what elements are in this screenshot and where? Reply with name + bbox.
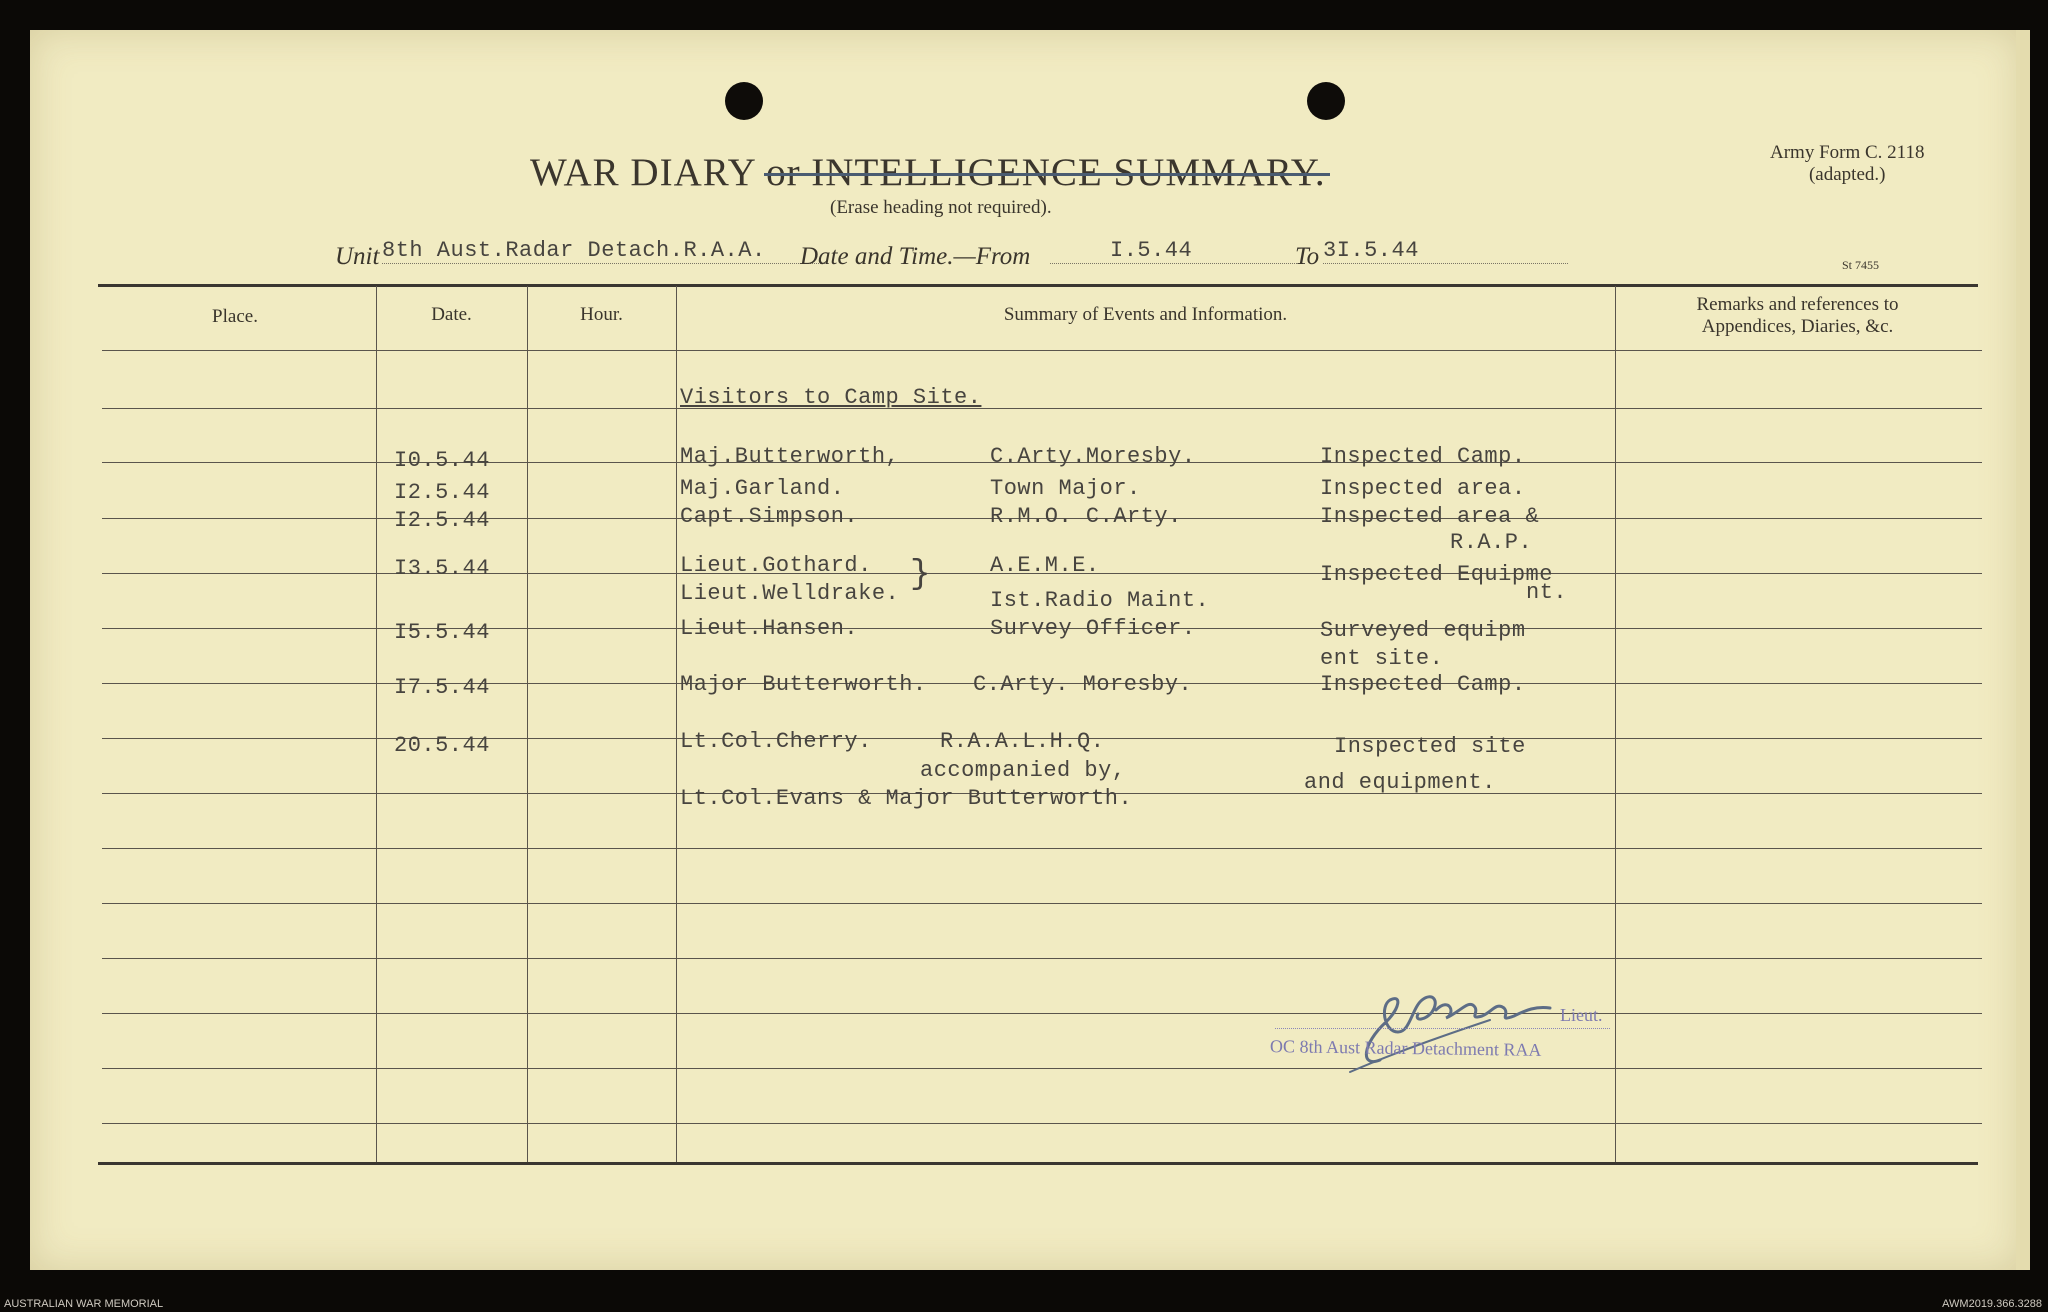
entry-purpose: Surveyed equipm [1320,618,1526,643]
entry-date: I5.5.44 [394,620,490,645]
entry-date: I2.5.44 [394,508,490,533]
section-heading: Visitors to Camp Site. [680,385,982,410]
entry-purpose: Inspected area & [1320,504,1540,529]
entry-note: accompanied by, [920,758,1126,783]
column-head-summary: Summary of Events and Information. [1003,304,1288,325]
entry-purpose: Inspected Equipme [1320,562,1553,587]
column-head-date: Date. [431,304,472,325]
rule-line [102,1013,1982,1014]
rule-line [102,408,1982,409]
column-head-remarks [1615,294,1980,338]
column-head-place: Place. [212,306,258,327]
entry-purpose: Inspected site [1334,734,1526,759]
unit-stamp: OC 8th Aust Radar Detachment RAA [1269,1036,1542,1060]
rule-line [102,848,1982,849]
rule-line [102,350,1982,351]
remarks-head-line1: Remarks and references to [1696,294,1899,315]
entry-unit: A.E.M.E. [990,553,1100,578]
entry-purpose-2: nt. [1526,580,1568,605]
unit-label: Unit [335,243,380,270]
table-top-rule [98,284,1978,287]
unit-value: 8th Aust.Radar Detach.R.A.A. [382,238,827,264]
entry-name-2: Lieut.Welldrake. [680,581,900,606]
bracket-mark: } [910,556,931,594]
entry-name: Major Butterworth. [680,672,927,697]
entry-purpose: Inspected Camp. [1320,672,1526,697]
remarks-head-line2: Appendices, Diaries, &c. [1701,316,1894,337]
rule-line [102,903,1982,904]
to-label: To [1295,243,1320,270]
to-value: 3I.5.44 [1323,238,1568,264]
entry-name: Lieut.Hansen. [680,616,859,641]
page-title [530,150,1326,195]
entry-date: I3.5.44 [394,556,490,581]
stamp-rank: Lieut. [1560,1005,1603,1025]
punch-hole-right [1307,82,1345,120]
column-divider-date [527,286,528,1162]
entry-unit: C.Arty. Moresby. [973,672,1193,697]
entry-name: Lieut.Gothard. [680,553,872,578]
rule-line [102,1068,1982,1069]
entry-name: Capt.Simpson. [680,504,859,529]
entry-unit-2: Ist.Radio Maint. [990,588,1210,613]
title-struck: or INTELLIGENCE SUMMARY. [766,151,1326,194]
entry-date: 20.5.44 [394,733,490,758]
form-adapted: (adapted.) [1808,164,1886,185]
entry-purpose-2: ent site. [1320,646,1444,671]
entry-unit: R.M.O. C.Arty. [990,504,1182,529]
entry-purpose: Inspected Camp. [1320,444,1526,469]
entry-unit: C.Arty.Moresby. [990,444,1196,469]
entry-name: Maj.Garland. [680,476,845,501]
entry-unit: R.A.A.L.H.Q. [940,729,1105,754]
entry-purpose-2: R.A.P. [1450,530,1533,555]
form-number-block [1770,142,1924,186]
war-diary-page [30,30,2020,1270]
column-head-hour: Hour. [580,304,623,325]
footer-accession: AWM2019.366.3288 [1942,1298,2042,1310]
entry-purpose: Inspected area. [1320,476,1526,501]
table-bottom-rule [98,1162,1978,1165]
title-kept: WAR DIARY [530,151,756,194]
page-edge [2016,30,2030,1270]
from-value: I.5.44 [1050,238,1305,264]
entry-unit: Survey Officer. [990,616,1196,641]
entry-date: I0.5.44 [394,448,490,473]
entry-date: I7.5.44 [394,675,490,700]
column-divider-place [376,286,377,1162]
column-divider-summary [1615,286,1616,1162]
rule-line [102,1123,1982,1124]
column-divider-hour [676,286,677,1162]
date-time-label: Date and Time.—From [800,243,1031,270]
entry-date: I2.5.44 [394,480,490,505]
rule-line [102,958,1982,959]
form-number: Army Form C. 2118 [1770,142,1925,163]
entry-name: Maj.Butterworth, [680,444,900,469]
stock-number: St 7455 [1842,258,1880,272]
punch-hole-left [725,82,763,120]
footer-credit: AUSTRALIAN WAR MEMORIAL [4,1298,164,1310]
entry-name-2: Lt.Col.Evans & Major Butterworth. [680,786,1133,811]
entry-name: Lt.Col.Cherry. [680,729,872,754]
entry-unit: Town Major. [990,476,1141,501]
erase-note: (Erase heading not required). [830,197,1052,218]
entry-purpose-2: and equipment. [1304,770,1496,795]
